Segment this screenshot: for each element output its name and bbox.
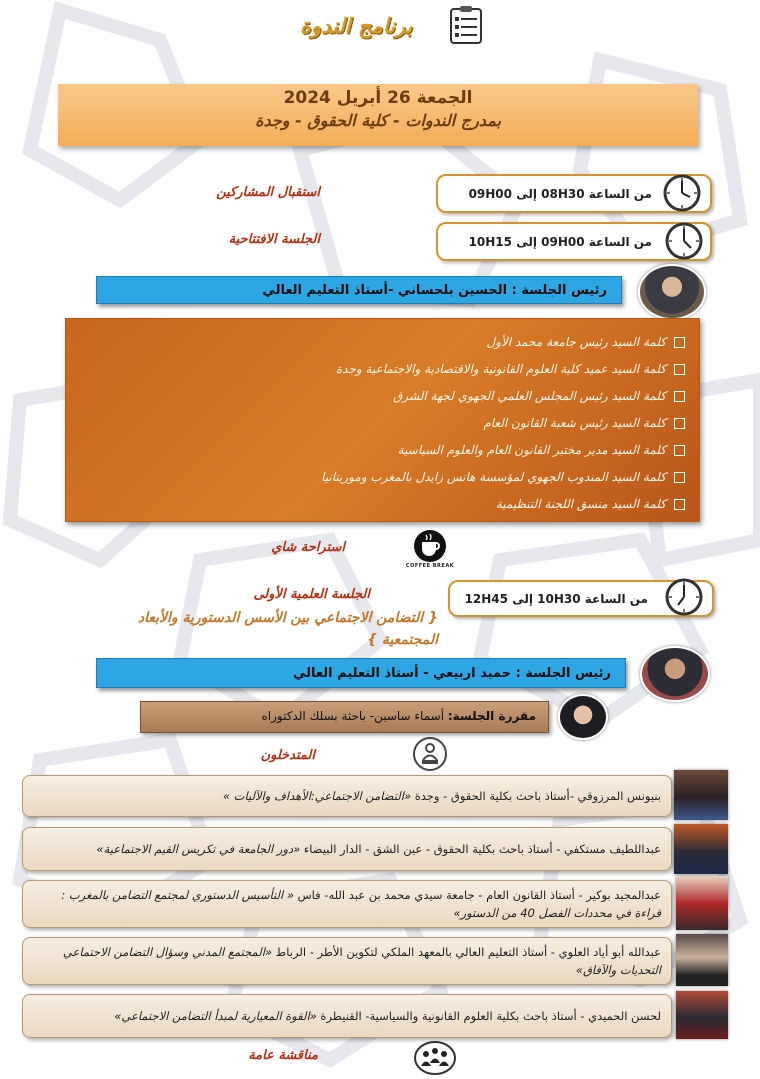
speaker-role: - أستاذ القانون العام - جامعة سيدي محمد بن عبد الله- فاس xyxy=(297,888,583,902)
speaker-photo xyxy=(676,876,728,930)
speaker-name: عبداللطيف مستكفي xyxy=(564,842,661,856)
speaker-row xyxy=(22,937,672,985)
speaker-photo xyxy=(674,824,728,874)
list-item: كلمة السيد مدير مختبر القانون العام والعلوم السياسية xyxy=(66,437,685,464)
speeches-list xyxy=(66,319,699,518)
list-item: كلمة السيد منسق اللجنة التنظيمية xyxy=(66,491,685,518)
speaker-role: - أستاذ التعليم العالي بالمعهد الملكي لتكوين الأطر - الرباط xyxy=(275,945,555,959)
date-venue-banner xyxy=(58,84,698,146)
session1-theme: { التضامن الاجتماعي بين الأسس الدستورية والأبعاد المجتمعية } xyxy=(137,610,438,648)
checkbox-icon xyxy=(674,499,685,510)
opening-label: الجلسة الافتتاحية xyxy=(228,232,320,247)
speakers-label: المتدخلون xyxy=(260,748,315,763)
checkbox-icon xyxy=(674,337,685,348)
speaker-row xyxy=(22,880,672,928)
speaker-name: بنيونس المرزوقي xyxy=(577,789,661,803)
discussion-group-icon xyxy=(414,1040,456,1076)
list-item: كلمة السيد رئيس المجلس العلمي الجهوي لجهة الشرق xyxy=(66,383,685,410)
coffee-cup-icon xyxy=(413,530,447,562)
clock-icon xyxy=(664,221,704,261)
list-item: كلمة السيد المندوب الجهوي لمؤسسة هانس زايدل بالمغرب وموريتانيا xyxy=(66,464,685,491)
checkbox-icon xyxy=(674,418,685,429)
opening-time: من الساعة 09H00 إلى 10H15 xyxy=(468,234,652,249)
list-item: كلمة السيد رئيس جامعة محمد الأول xyxy=(66,329,685,356)
reception-label: استقبال المشاركين xyxy=(216,185,320,200)
checkbox-icon xyxy=(674,445,685,456)
coffee-break-text: COFFEE BREAK xyxy=(405,563,455,569)
discussion-label: مناقشة عامة xyxy=(248,1048,318,1063)
venue-line: بمدرج الندوات - كلية الحقوق - وجدة xyxy=(255,111,501,130)
speaker-topic: « التأسيس الدستوري لمجتمع التضامن بالمغرب : قراءة في محددات الفصل 40 من الدستور» xyxy=(61,888,661,920)
opening-speeches-box xyxy=(65,318,700,522)
rapporteur-photo xyxy=(558,694,608,740)
speaker-photo xyxy=(674,770,728,820)
rapporteur-name: أسماء ساسين- باحثة بسلك الدكتوراه xyxy=(261,709,448,723)
speaker-podium-icon xyxy=(412,736,448,772)
speaker-name: عبدالمجيد بوكير xyxy=(586,888,661,902)
speaker-role: - أستاذ باحث بكلية العلوم القانونية والسياسية- القنيطرة xyxy=(320,1009,585,1023)
speaker-photo xyxy=(676,934,728,986)
speaker-row xyxy=(22,775,672,817)
speaker-row xyxy=(22,827,672,871)
session1-chair-photo xyxy=(640,646,710,702)
program-title: برنامج الندوة xyxy=(300,14,413,38)
opening-chair-bar: رئيس الجلسة : الحسين بلحساني -أستاذ التعليم العالي xyxy=(96,276,622,304)
speaker-photo xyxy=(676,991,728,1039)
program-list-icon xyxy=(447,5,485,45)
speaker-topic: «التضامن الاجتماعي:الأهداف والآليات » xyxy=(222,789,412,803)
speaker-name: لحسن الحميدي xyxy=(588,1009,661,1023)
rapporteur-box xyxy=(140,701,549,733)
session1-label: الجلسة العلمية الأولى xyxy=(253,587,370,602)
coffee-break-logo xyxy=(403,530,457,572)
speaker-role: -أستاذ باحث بكلية الحقوق - وجدة xyxy=(414,789,574,803)
speaker-role: - أستاذ باحث بكلية الحقوق - عين الشق - الدار البيضاء xyxy=(303,842,561,856)
session1-chair-bar: رئيس الجلسة : حميد اربيعي - أستاذ التعليم العالي xyxy=(96,658,626,688)
session1-time: من الساعة 10H30 إلى 12H45 xyxy=(464,591,648,606)
checkbox-icon xyxy=(674,472,685,483)
tea-break-label: استراحة شاي xyxy=(271,540,345,555)
list-item: كلمة السيد عميد كلية العلوم القانونية والاقتصادية والاجتماعية وجدة xyxy=(66,356,685,383)
clock-icon xyxy=(664,577,704,617)
clock-icon xyxy=(662,173,702,213)
speaker-topic: «القوة المعيارية لمبدأ التضامن الاجتماعي» xyxy=(114,1009,317,1023)
speaker-row xyxy=(22,994,672,1038)
checkbox-icon xyxy=(674,364,685,375)
speaker-topic: «دور الجامعة في تكريس القيم الاجتماعية» xyxy=(96,842,301,856)
reception-time: من الساعة 08H30 إلى 09H00 xyxy=(468,186,652,201)
list-item: كلمة السيد رئيس شعبة القانون العام xyxy=(66,410,685,437)
rapporteur-label: مقررة الجلسة: xyxy=(447,709,536,723)
date-line: الجمعة 26 أبريل 2024 xyxy=(283,88,473,108)
speaker-topic: «المجتمع المدني وسؤال التضامن الاجتماعي التحديات والآفاق» xyxy=(62,945,661,977)
opening-chair-photo xyxy=(638,264,706,320)
checkbox-icon xyxy=(674,391,685,402)
speaker-name: عبدالله أبو أياد العلوي xyxy=(558,945,661,959)
